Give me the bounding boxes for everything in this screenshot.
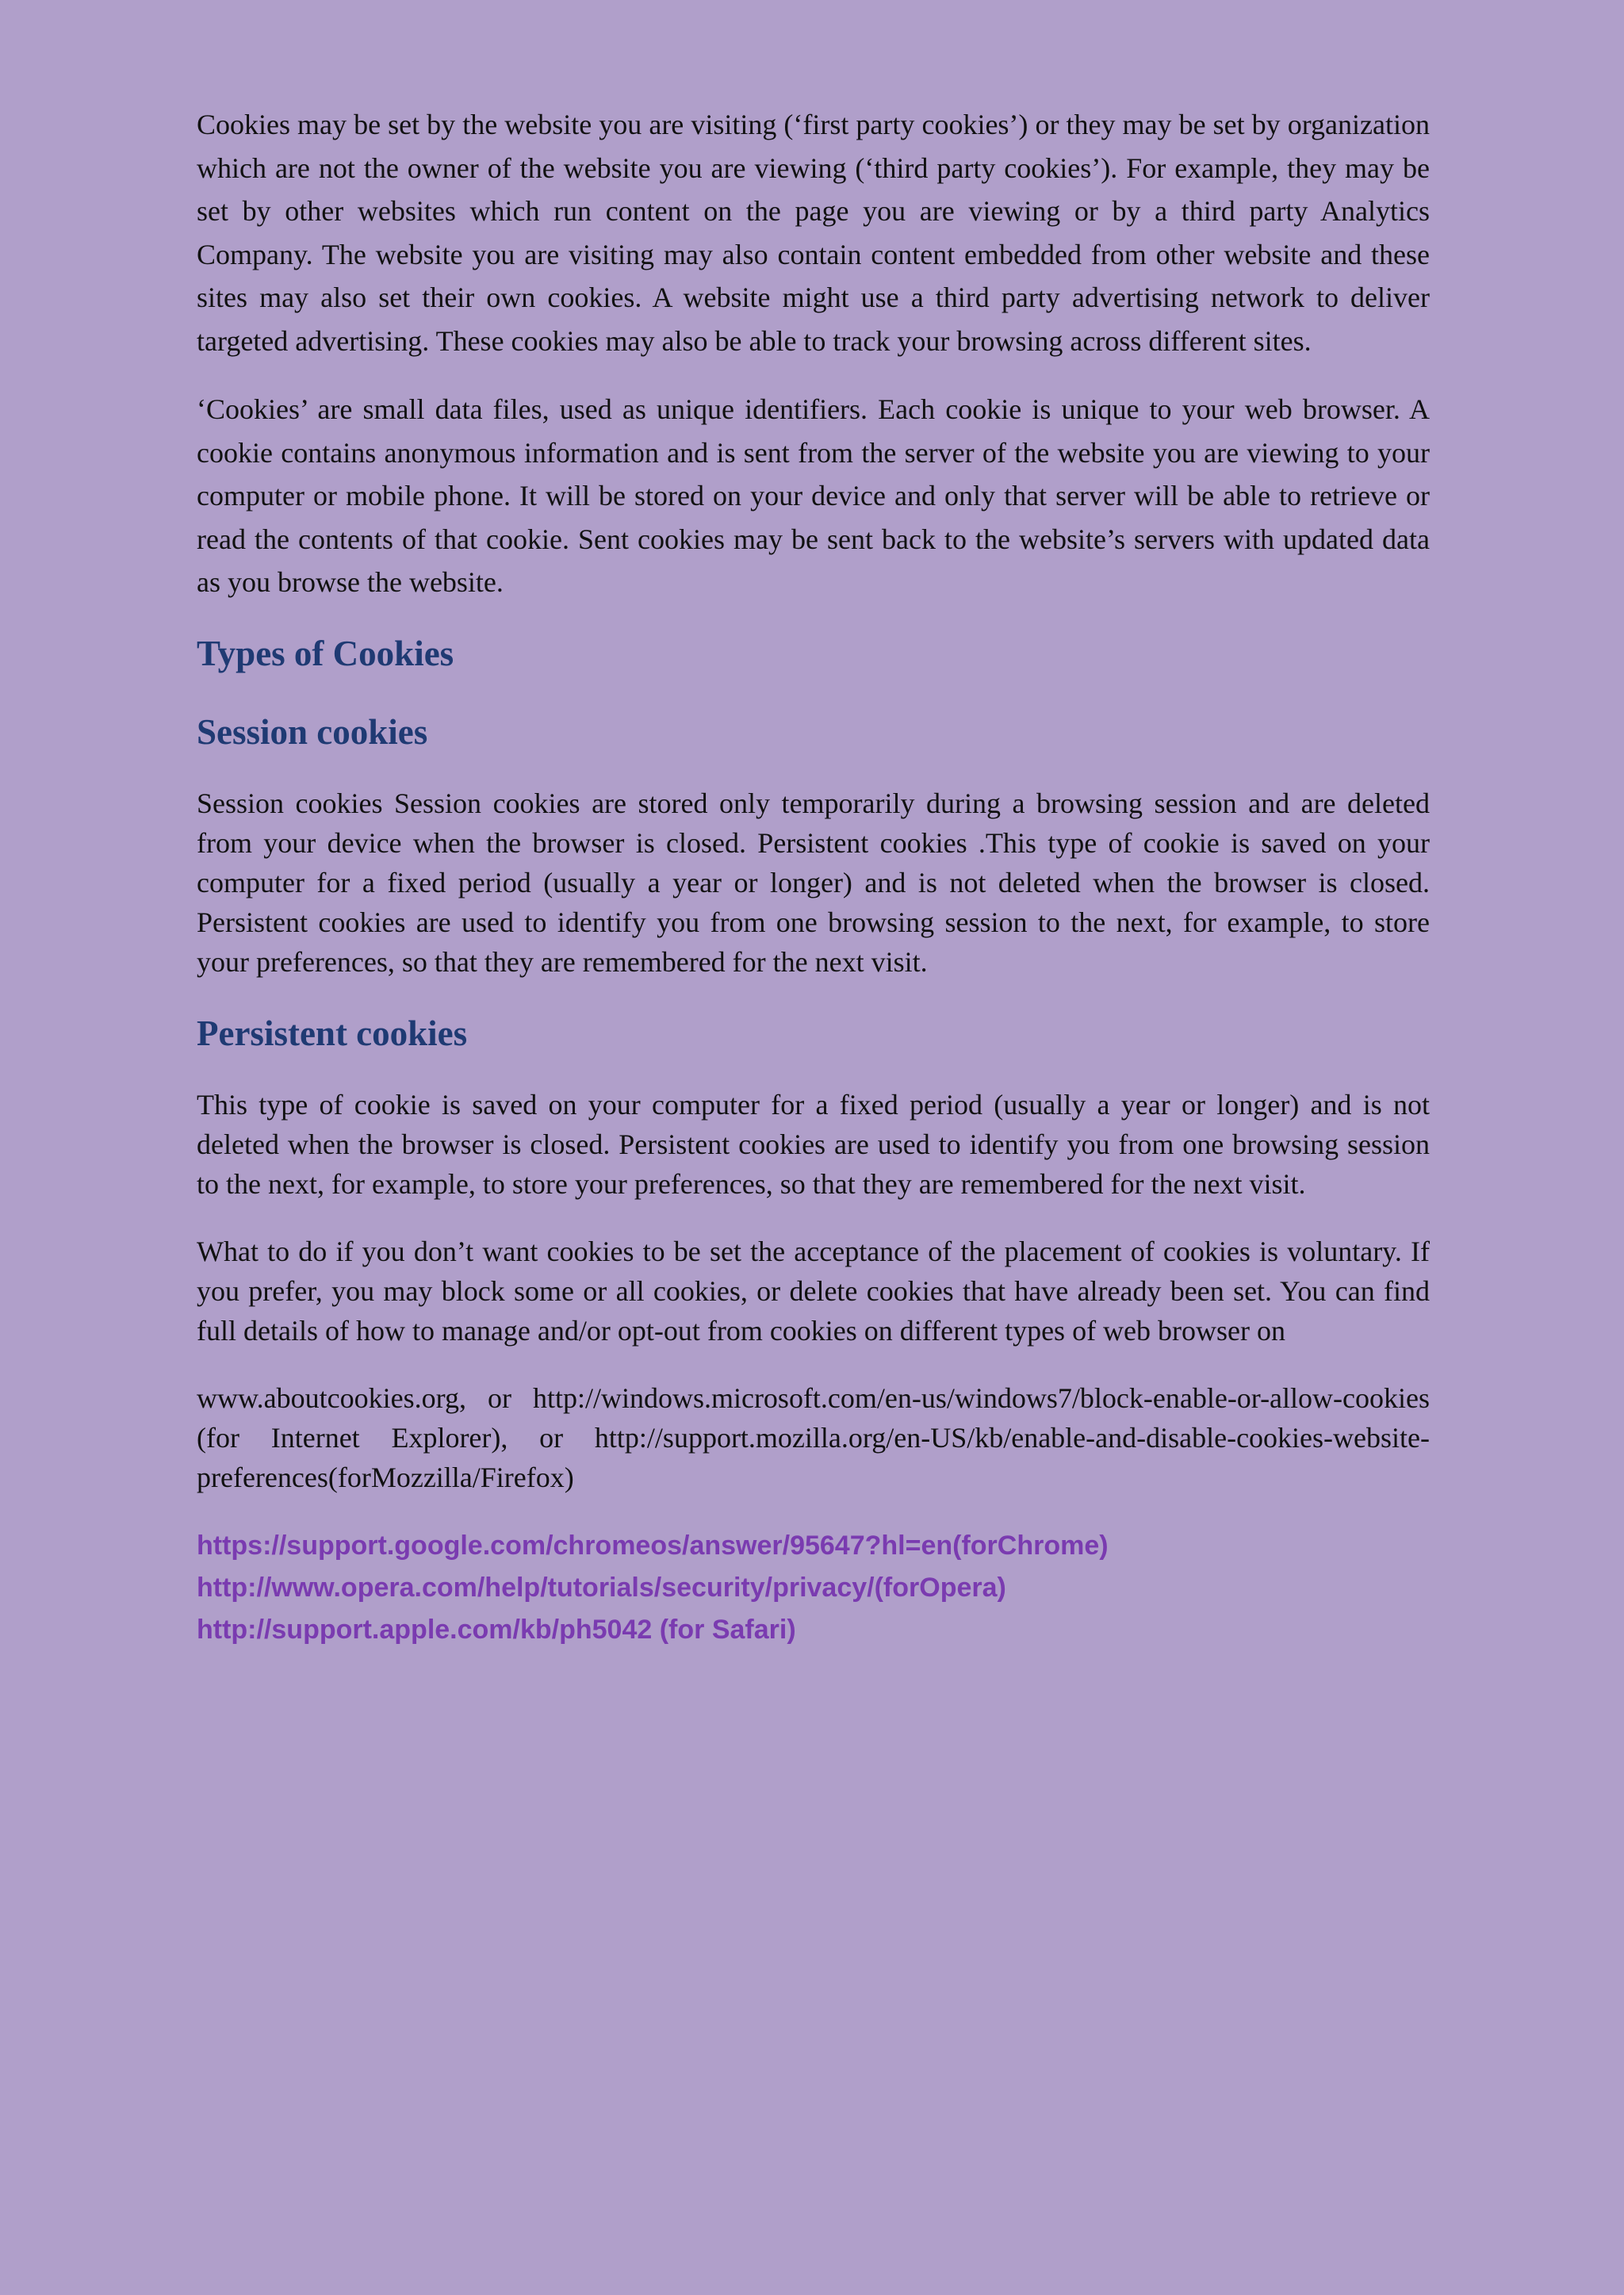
what-to-do-paragraph: What to do if you don’t want cookies to be set the acceptance of the placement of cookies is voluntary. If you prefer, you may block some or all cookies, or delete cookies that have already been set. You can find full details of how to manage and/or opt-out from cookies on different types of web browser on [197, 1235, 1430, 1347]
heading-session-cookies: Session cookies [197, 711, 428, 752]
persistent-cookies-paragraph: This type of cookie is saved on your computer for a fixed period (usually a year or longer) and is not deleted when the browser is closed. Persistent cookies are used to identify you from one browsing session to the next, for example, to store your preferences, so that they are remembered for the next visit. [197, 1088, 1430, 1200]
intro-paragraph-first-party: Cookies may be set by the website you are visiting (‘first party cookies’) or they may be set by organization which are not the owner of the website you are viewing (‘third party cookies’). For example, they may be set by other websites which run content on the page you are viewing or by a third party Analytics Company. The website you are visiting may also contain content embedded from other website and these sites may also set their own cookies. A website might use a third party advertising network to deliver targeted advertising. These cookies may also be able to track your browsing across different sites. [197, 109, 1430, 357]
heading-types-of-cookies: Types of Cookies [197, 633, 454, 673]
chrome-link[interactable]: https://support.google.com/chromeos/answer/95647?hl=en(forChrome) [197, 1530, 1109, 1561]
browser-urls-paragraph: www.aboutcookies.org, or http://windows.microsoft.com/en-us/windows7/block-enable-or-allow-cookies (for Internet Explorer), or http://support.mozilla.org/en-US/kb/enable-and-disable-cookies-website-preferences(forMozzilla/Firefox) [197, 1381, 1430, 1493]
safari-link[interactable]: http://support.apple.com/kb/ph5042 (for Safari) [197, 1614, 796, 1645]
browser-links-list [197, 1525, 1430, 1651]
document-page [197, 103, 1430, 1651]
opera-link[interactable]: http://www.opera.com/help/tutorials/security/privacy/(forOpera) [197, 1572, 1006, 1603]
heading-persistent-cookies: Persistent cookies [197, 1013, 468, 1053]
session-cookies-paragraph: Session cookies Session cookies are stored only temporarily during a browsing session and are deleted from your device when the browser is closed. Persistent cookies .This type of cookie is saved on your computer for a fixed period (usually a year or longer) and is not deleted when the browser is closed. Persistent cookies are used to identify you from one browsing session to the next, for example, to store your preferences, so that they are remembered for the next visit. [197, 787, 1430, 978]
intro-paragraph-cookie-definition: ‘Cookies’ are small data files, used as unique identifiers. Each cookie is unique to your web browser. A cookie contains anonymous information and is sent from the server of the website you are viewing to your computer or mobile phone. It will be stored on your device and only that server will be able to retrieve or read the contents of that cookie. Sent cookies may be sent back to the website’s servers with updated data as you browse the website. [197, 393, 1430, 598]
